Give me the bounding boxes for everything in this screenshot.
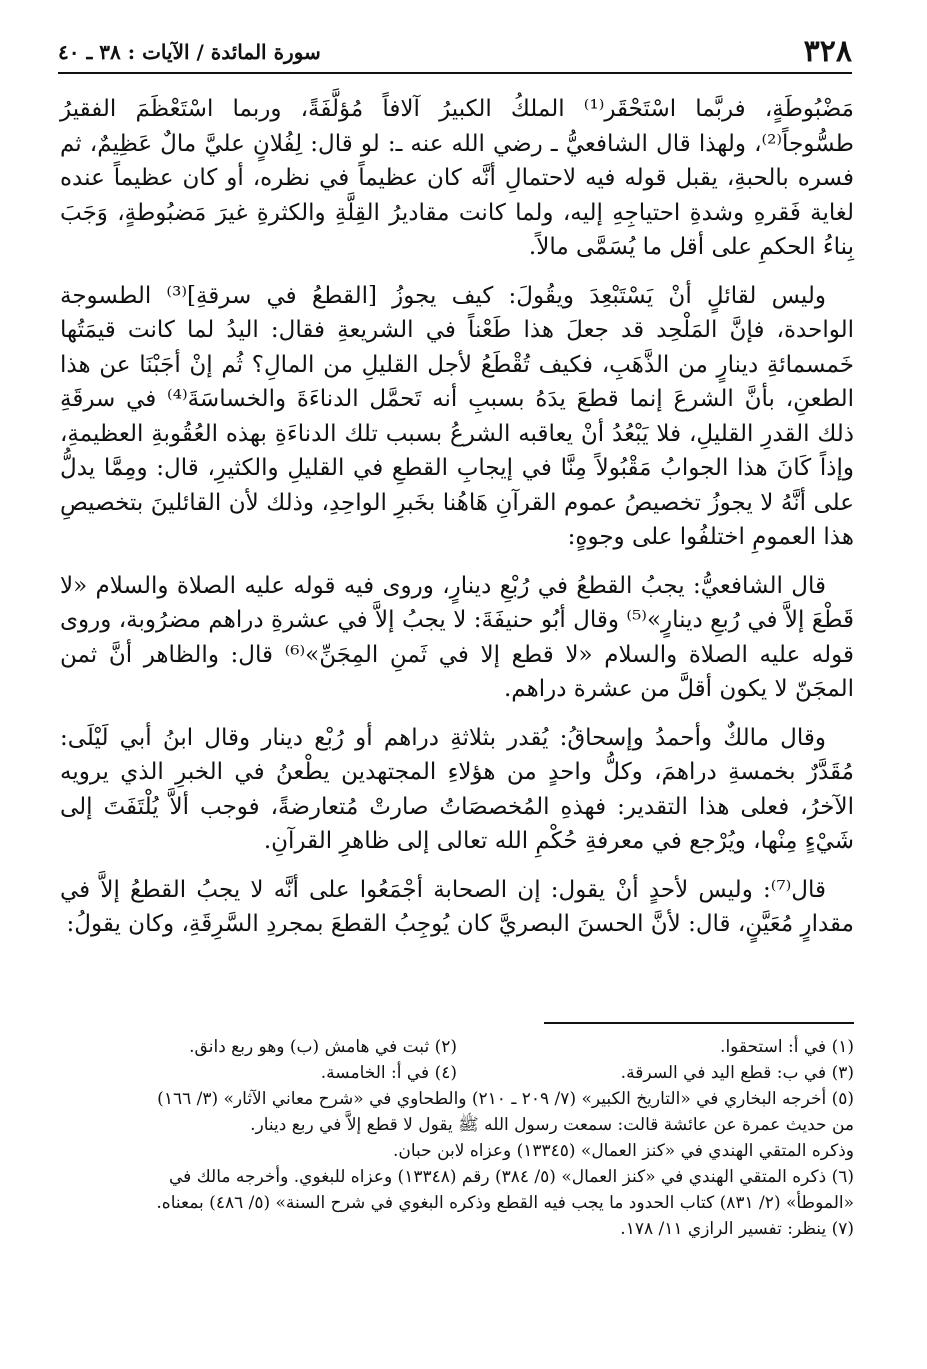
footnote-3: (٣) في ب: قطع اليد في السرقة. [620, 1063, 854, 1083]
footnote-5-line: (٥) أخرجه البخاري في «التاريخ الكبير» (٧/ ٢٠٩ ـ ٢١٠) والطحاوي في «شرح معاني الآثار» (٣/ ١٦٦) [157, 1089, 854, 1109]
running-title: سورة المائدة / الآيات : ٣٨ ـ ٤٠ [58, 40, 321, 64]
page-number: ٣٢٨ [803, 34, 852, 69]
footnote-7: (٧) ينظر: تفسير الرازي ١١/ ١٧٨. [620, 1219, 854, 1239]
footnote-6 [60, 1164, 854, 1216]
paragraph: مَضْبُوطَةٍ، فربَّما اسْتَحْقَر⁽¹⁾ الملكُ الكبيرُ آلافاً مُؤلَّفَةً، وربما اسْتَعْظَمَ الفقيرُ طسُّوجاً⁽²⁾، ولهذا قال الشافعيُّ ـ رضي الله عنه ـ: لو قال: لِفُلانٍ عليَّ مالٌ عَظِيمٌ، ثم فسره بالحبةِ، يقبل قوله فيه لاحتمالِ أنَّه كان عظيماً في نظره، أو كان عظيماً عنده لغاية فَقرهِ وشدةِ احتياجِهِ إليه، ولما كانت مقاديرُ القِلَّةِ والكثرةِ غيرَ مَضبُوطةٍ، وَجَبَ بِناءُ الحكمِ على أقل ما يُسَمَّى مالاً. [60, 96, 855, 260]
paragraph: قال⁽⁷⁾: وليس لأحدٍ أنْ يقول: إن الصحابة أجْمَعُوا على أنَّه لا يجبُ القطعُ إلاَّ في مقدارٍ مُعَيَّنٍ، قال: لأنَّ الحسنَ البصريَّ كان يُوجِبُ القطعَ بمجردِ السَّرِقَةِ، وكان يقولُ: [60, 876, 854, 937]
footnotes [60, 1034, 854, 1242]
footnote-5-line: من حديث عمرة عن عائشة قالت: سمعت رسول الله ﷺ يقول لا قطع إلاَّ في ربع دينار. [250, 1115, 854, 1135]
page-header [58, 28, 852, 74]
footnote-4: (٤) في أ: الخامسة. [320, 1063, 457, 1083]
footnote-row [60, 1060, 854, 1086]
footnote-6-line: (٦) ذكره المتقي الهندي في «كنز العمال» (٥/ ٣٨٤) رقم (١٣٣٤٨) وعزاه للبغوي. وأخرجه مالك في [169, 1167, 854, 1187]
footnote-5 [60, 1086, 854, 1164]
footnote-6-line: «الموطأ» (٢/ ٨٣١) كتاب الحدود ما يجب فيه القطع وذكره البغوي في شرح السنة» (٥/ ٤٨٦) بمعناه. [156, 1193, 854, 1213]
footnote-1: (١) في أ: استحقوا. [720, 1037, 854, 1057]
footnote-2: (٢) ثبت في هامش (ب) وهو ربع دانق. [189, 1037, 457, 1057]
footnote-5-line: وذكره المتقي الهندي في «كنز العمال» (١٣٣٤٥) وعزاه لابن حبان. [392, 1141, 854, 1161]
paragraph: وليس لقائلٍ أنْ يَسْتَبْعِدَ ويقُولَ: كيف يجوزُ [القطعُ في سرقةِ]⁽³⁾ الطسوجة الواحدة، فإنَّ المَلْحِد قد جعلَ هذا طَعْناً في الشريعةِ فقال: اليدُ لما كانت قيمَتُها خَمسمائةِ دينارٍ من الذَّهَبِ، فكيف تُقْطَعُ لأجل القليلِ من المالِ؟ ثُم إنْ أجَبْنَا عن هذا الطعنِ، بأنَّ الشرعَ إنما قطعَ يدَهُ بسببِ أنه تَحمَّل الدناءَةَ والخساسَةَ⁽⁴⁾ في سرقَةِ ذلك القدرِ القليلِ، فلا يَبْعُدُ أنْ يعاقبه الشرعُ بسبب تلك الدناءَةِ بهذه العُقُوبةِ العظيمةِ، وإذاً كَانَ هذا الجوابُ مَقْبُولاً مِنَّا في إيجابِ القطعِ في القليلِ والكثيرِ، قال: ومِمَّا يدلُّ على أنَّهُ لا يجوزُ تخصيصُ عموم القرآنِ هَاهُنا بخَبرِ الواحِدِ، وذلك لأن القائلينَ بتخصيصِ هذا العمومِ اختلفُوا على وجوهٍ: [60, 282, 854, 550]
paragraph: قال الشافعيُّ: يجبُ القطعُ في رُبْعِ دينارٍ، وروى فيه قوله عليه الصلاة والسلام «لا قَطْعَ إلاَّ في رُبعِ دينارٍ»⁽⁵⁾ وقال أبُو حنيفَةَ: لا يجبُ إلاَّ في عشرةِ دراهم مضرُوبة، وروى قوله عليه الصلاة والسلام «لا قطع إلا في ثَمنِ المِجَنِّ»⁽⁶⁾ قال: والظاهر أنَّ ثمن المجَنّ لا يكون أقلَّ من عشرة دراهم. [60, 572, 855, 702]
footnote-row [60, 1034, 854, 1060]
footnote-separator [544, 1022, 854, 1024]
paragraph: وقال مالكٌ وأحمدُ وإسحاقُ: يُقدر بثلاثةِ دراهم أو رُبْع دينار وقال ابنُ أبي لَيْلَى: مُقَدَّرٌ بخمسةِ دراهمَ، وكلُّ واحدٍ من هؤلاءِ المجتهدين يطْعنُ في الخبرِ الذي يرويه الآخرُ، فعلى هذا التقدير: فهذهِ المُخصصَاتُ صارتْ مُتعارضةً، فوجب ألاَّ يُلْتَفَتَ إلى شَيْءٍ مِنْها، ويُرْجع في معرفةِ حُكْمِ الله تعالى إلى ظاهرِ القرآنِ. [60, 724, 854, 854]
main-text [60, 92, 854, 956]
